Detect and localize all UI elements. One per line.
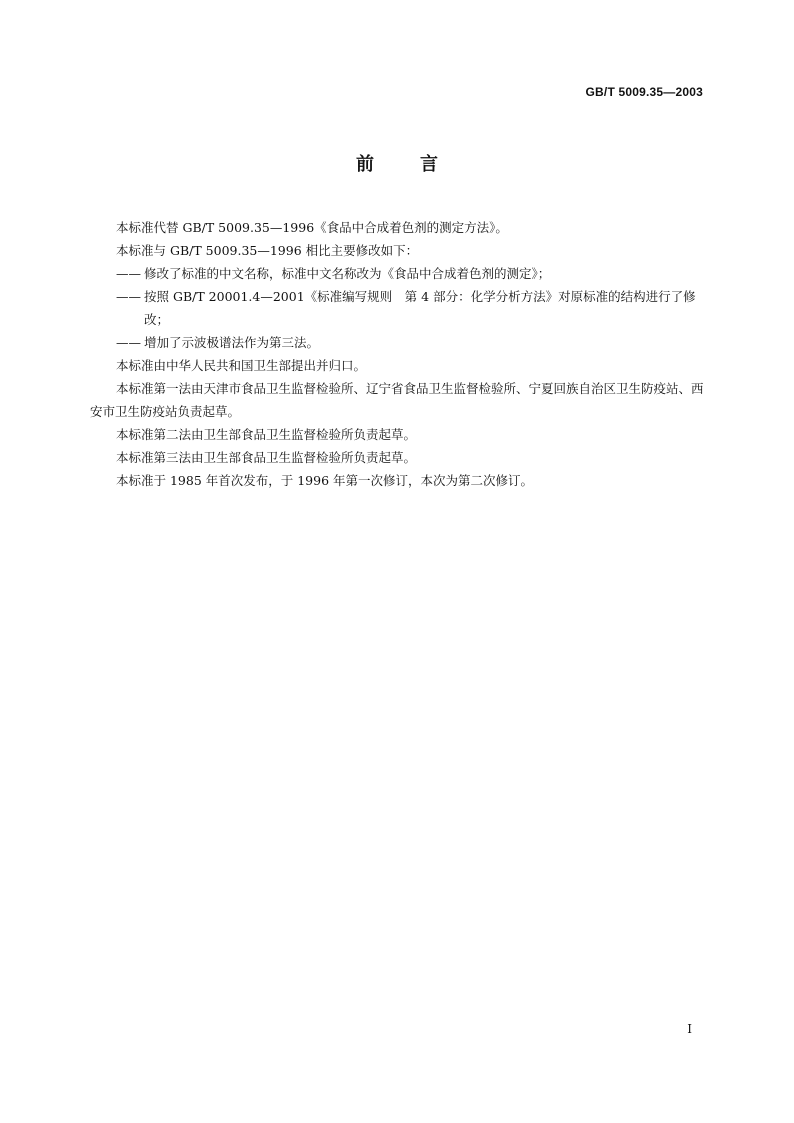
standard-code: GB/T 5009.35—2003 <box>585 85 703 99</box>
paragraph-proposed-by: 本标准由中华人民共和国卫生部提出并归口。 <box>116 358 367 373</box>
list-item <box>90 285 708 331</box>
list-item-text: 按照 GB/T 20001.4—2001《标准编写规则 第 4 部分：化学分析方法》对原标准的结构进行了修改； <box>144 289 696 327</box>
page-number: I <box>687 1022 692 1036</box>
list-item <box>90 262 708 285</box>
list-item <box>90 331 708 354</box>
paragraph-drafters-method-2: 本标准第二法由卫生部食品卫生监督检验所负责起草。 <box>116 427 417 442</box>
dash-mark: —— <box>116 266 141 281</box>
paragraph-drafters-method-3: 本标准第三法由卫生部食品卫生监督检验所负责起草。 <box>116 450 417 465</box>
page-title <box>0 152 794 178</box>
paragraph-replaces: 本标准代替 GB/T 5009.35—1996《食品中合成着色剂的测定方法》。 <box>116 220 508 235</box>
title-char-2: 言 <box>420 154 438 175</box>
paragraph-drafters-method-1: 本标准第一法由天津市食品卫生监督检验所、辽宁省食品卫生监督检验所、宁夏回族自治区卫生防疫站、西安市卫生防疫站负责起草。 <box>90 381 704 419</box>
paragraph-changes-intro: 本标准与 GB/T 5009.35—1996 相比主要修改如下： <box>116 243 419 258</box>
list-item-text: 修改了标准的中文名称，标准中文名称改为《食品中合成着色剂的测定》； <box>144 266 551 281</box>
foreword-body <box>90 216 708 492</box>
dash-mark: —— <box>116 289 141 304</box>
list-item-text: 增加了示波极谱法作为第三法。 <box>144 335 320 350</box>
paragraph-history: 本标准于 1985 年首次发布，于 1996 年第一次修订，本次为第二次修订。 <box>116 473 534 488</box>
dash-mark: —— <box>116 335 141 350</box>
title-char-1: 前 <box>356 154 374 175</box>
